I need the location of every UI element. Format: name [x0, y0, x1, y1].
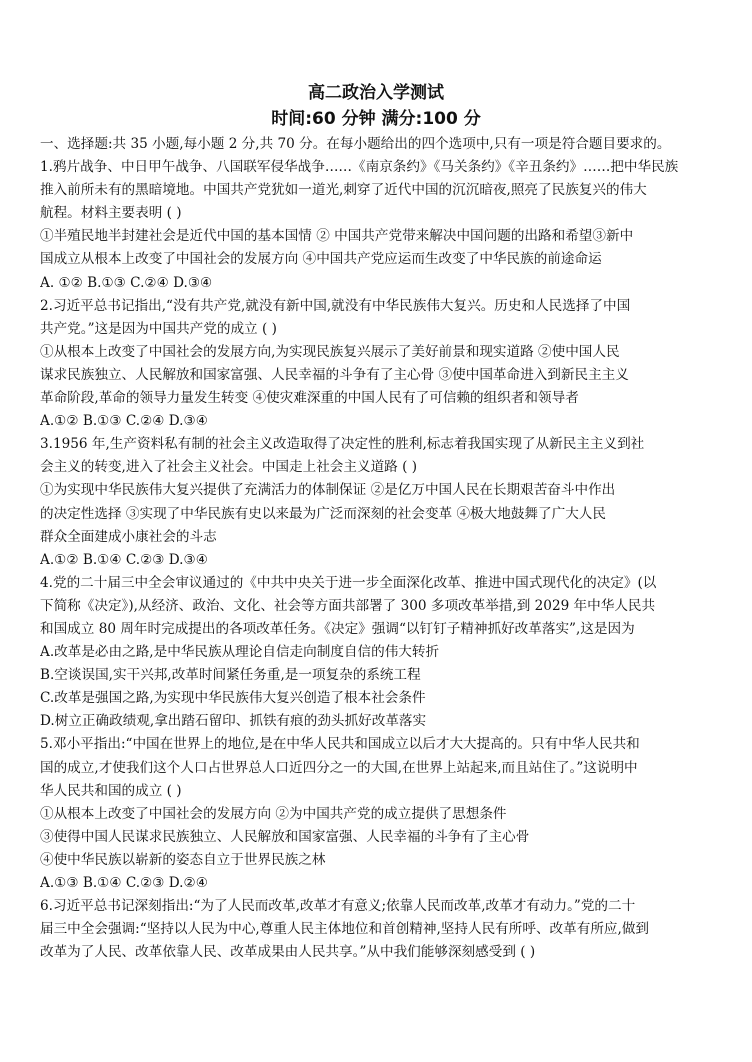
exam-body	[40, 133, 740, 964]
text-line: ③使得中国人民谋求民族独立、人民解放和国家富强、人民幸福的斗争有了主心骨	[40, 828, 530, 845]
text-line: 改革为了人民、改革依靠人民、改革成果由人民共享。”从中我们能够深刻感受到 ( )	[40, 944, 536, 961]
text-line: ①从根本上改变了中国社会的发展方向,为实现民族复兴展示了美好前景和现实道路 ②使中国人民	[40, 343, 620, 360]
text-line: 国的成立,才使我们这个人口占世界总人口近四分之一的大国,在世界上站起来,而且站住了。”这说明中	[40, 759, 638, 776]
text-line: A.①② B.①④ C.②③ D.③④	[40, 551, 208, 568]
text-line: 1.鸦片战争、中日甲午战争、八国联军侵华战争……《南京条约》《马关条约》《辛丑条约》……把中华民族	[40, 159, 679, 176]
text-line: 下简称《决定》),从经济、政治、文化、社会等方面共部署了 300 多项改革举措,到 2029 年中华人民共	[40, 597, 656, 614]
text-line: ①半殖民地半封建社会是近代中国的基本国情 ② 中国共产党带来解决中国问题的出路和希望③新中	[40, 228, 634, 245]
text-line: 谋求民族独立、人民解放和国家富强、人民幸福的斗争有了主心骨 ③使中国革命进入到新民主主义	[40, 366, 629, 383]
exam-header	[0, 80, 752, 132]
text-line: ④使中华民族以崭新的姿态自立于世界民族之林	[40, 851, 326, 868]
text-line: 共产党。”这是因为中国共产党的成立 ( )	[40, 320, 277, 337]
text-line: A.①② B.①③ C.②④ D.③④	[40, 413, 208, 430]
text-line: 3.1956 年,生产资料私有制的社会主义改造取得了决定性的胜利,标志着我国实现了从新民主主义到社	[40, 436, 645, 453]
text-line: ①从根本上改变了中国社会的发展方向 ②为中国共产党的成立提供了思想条件	[40, 805, 507, 822]
exam-time-score: 时间:60 分钟 满分:100 分	[271, 109, 481, 129]
text-line: D.树立正确政绩观,拿出踏石留印、抓铁有痕的劲头抓好改革落实	[40, 713, 427, 730]
text-line: 2.习近平总书记指出,“没有共产党,就没有新中国,就没有中华民族伟大复兴。历史和人民选择了中国	[40, 297, 631, 314]
exam-title: 高二政治入学测试	[308, 83, 444, 103]
text-line: ①为实现中华民族伟大复兴提供了充满活力的体制保证 ②是亿万中国人民在长期艰苦奋斗中作出	[40, 482, 616, 499]
text-line: 的决定性选择 ③实现了中华民族有史以来最为广泛而深刻的社会变革 ④极大地鼓舞了广大人民	[40, 505, 606, 522]
text-line: 和国成立 80 周年时完成提出的各项改革任务。《决定》强调“以钉钉子精神抓好改革落实”,这是因为	[40, 620, 635, 637]
text-line: 推入前所未有的黑暗境地。中国共产党犹如一道光,刺穿了近代中国的沉沉暗夜,照亮了民族复兴的伟大	[40, 182, 647, 199]
text-line: C.改革是强国之路,为实现中华民族伟大复兴创造了根本社会条件	[40, 690, 426, 707]
text-line: A. ①② B.①③ C.②④ D.③④	[40, 274, 213, 291]
text-line: 革命阶段,革命的领导力量发生转变 ④使灾难深重的中国人民有了可信赖的组织者和领导者	[40, 390, 579, 407]
text-line: 6.习近平总书记深刻指出:“为了人民而改革,改革才有意义;依靠人民而改革,改革才有动力。”党的二十	[40, 898, 636, 915]
text-line: A.改革是必由之路,是中华民族从理论自信走向制度自信的伟大转折	[40, 644, 440, 661]
text-line: 5.邓小平指出:“中国在世界上的地位,是在中华人民共和国成立以后才大大提高的。只有中华人民共和	[40, 736, 640, 753]
text-line: 国成立从根本上改变了中国社会的发展方向 ④中国共产党应运而生改变了中华民族的前途命运	[40, 251, 602, 268]
text-line: 航程。材料主要表明 ( )	[40, 205, 182, 222]
text-line: 群众全面建成小康社会的斗志	[40, 528, 217, 545]
text-line: 华人民共和国的成立 ( )	[40, 782, 182, 799]
text-line: B.空谈误国,实干兴邦,改革时间紧任务重,是一项复杂的系统工程	[40, 667, 421, 684]
text-line: 届三中全会强调:“坚持以人民为中心,尊重人民主体地位和首创精神,坚持人民有所呼、改革有所应,做到	[40, 921, 650, 938]
text-line: A.①③ B.①④ C.②③ D.②④	[40, 875, 208, 891]
text-line: 一、选择题:共 35 小题,每小题 2 分,共 70 分。在每小题给出的四个选项中,只有一项是符合题目要求的。	[40, 136, 671, 152]
text-line: 4.党的二十届三中全会审议通过的《中共中央关于进一步全面深化改革、推进中国式现代化的决定》(以	[40, 574, 657, 591]
text-line: 会主义的转变,进入了社会主义社会。中国走上社会主义道路 ( )	[40, 459, 418, 476]
